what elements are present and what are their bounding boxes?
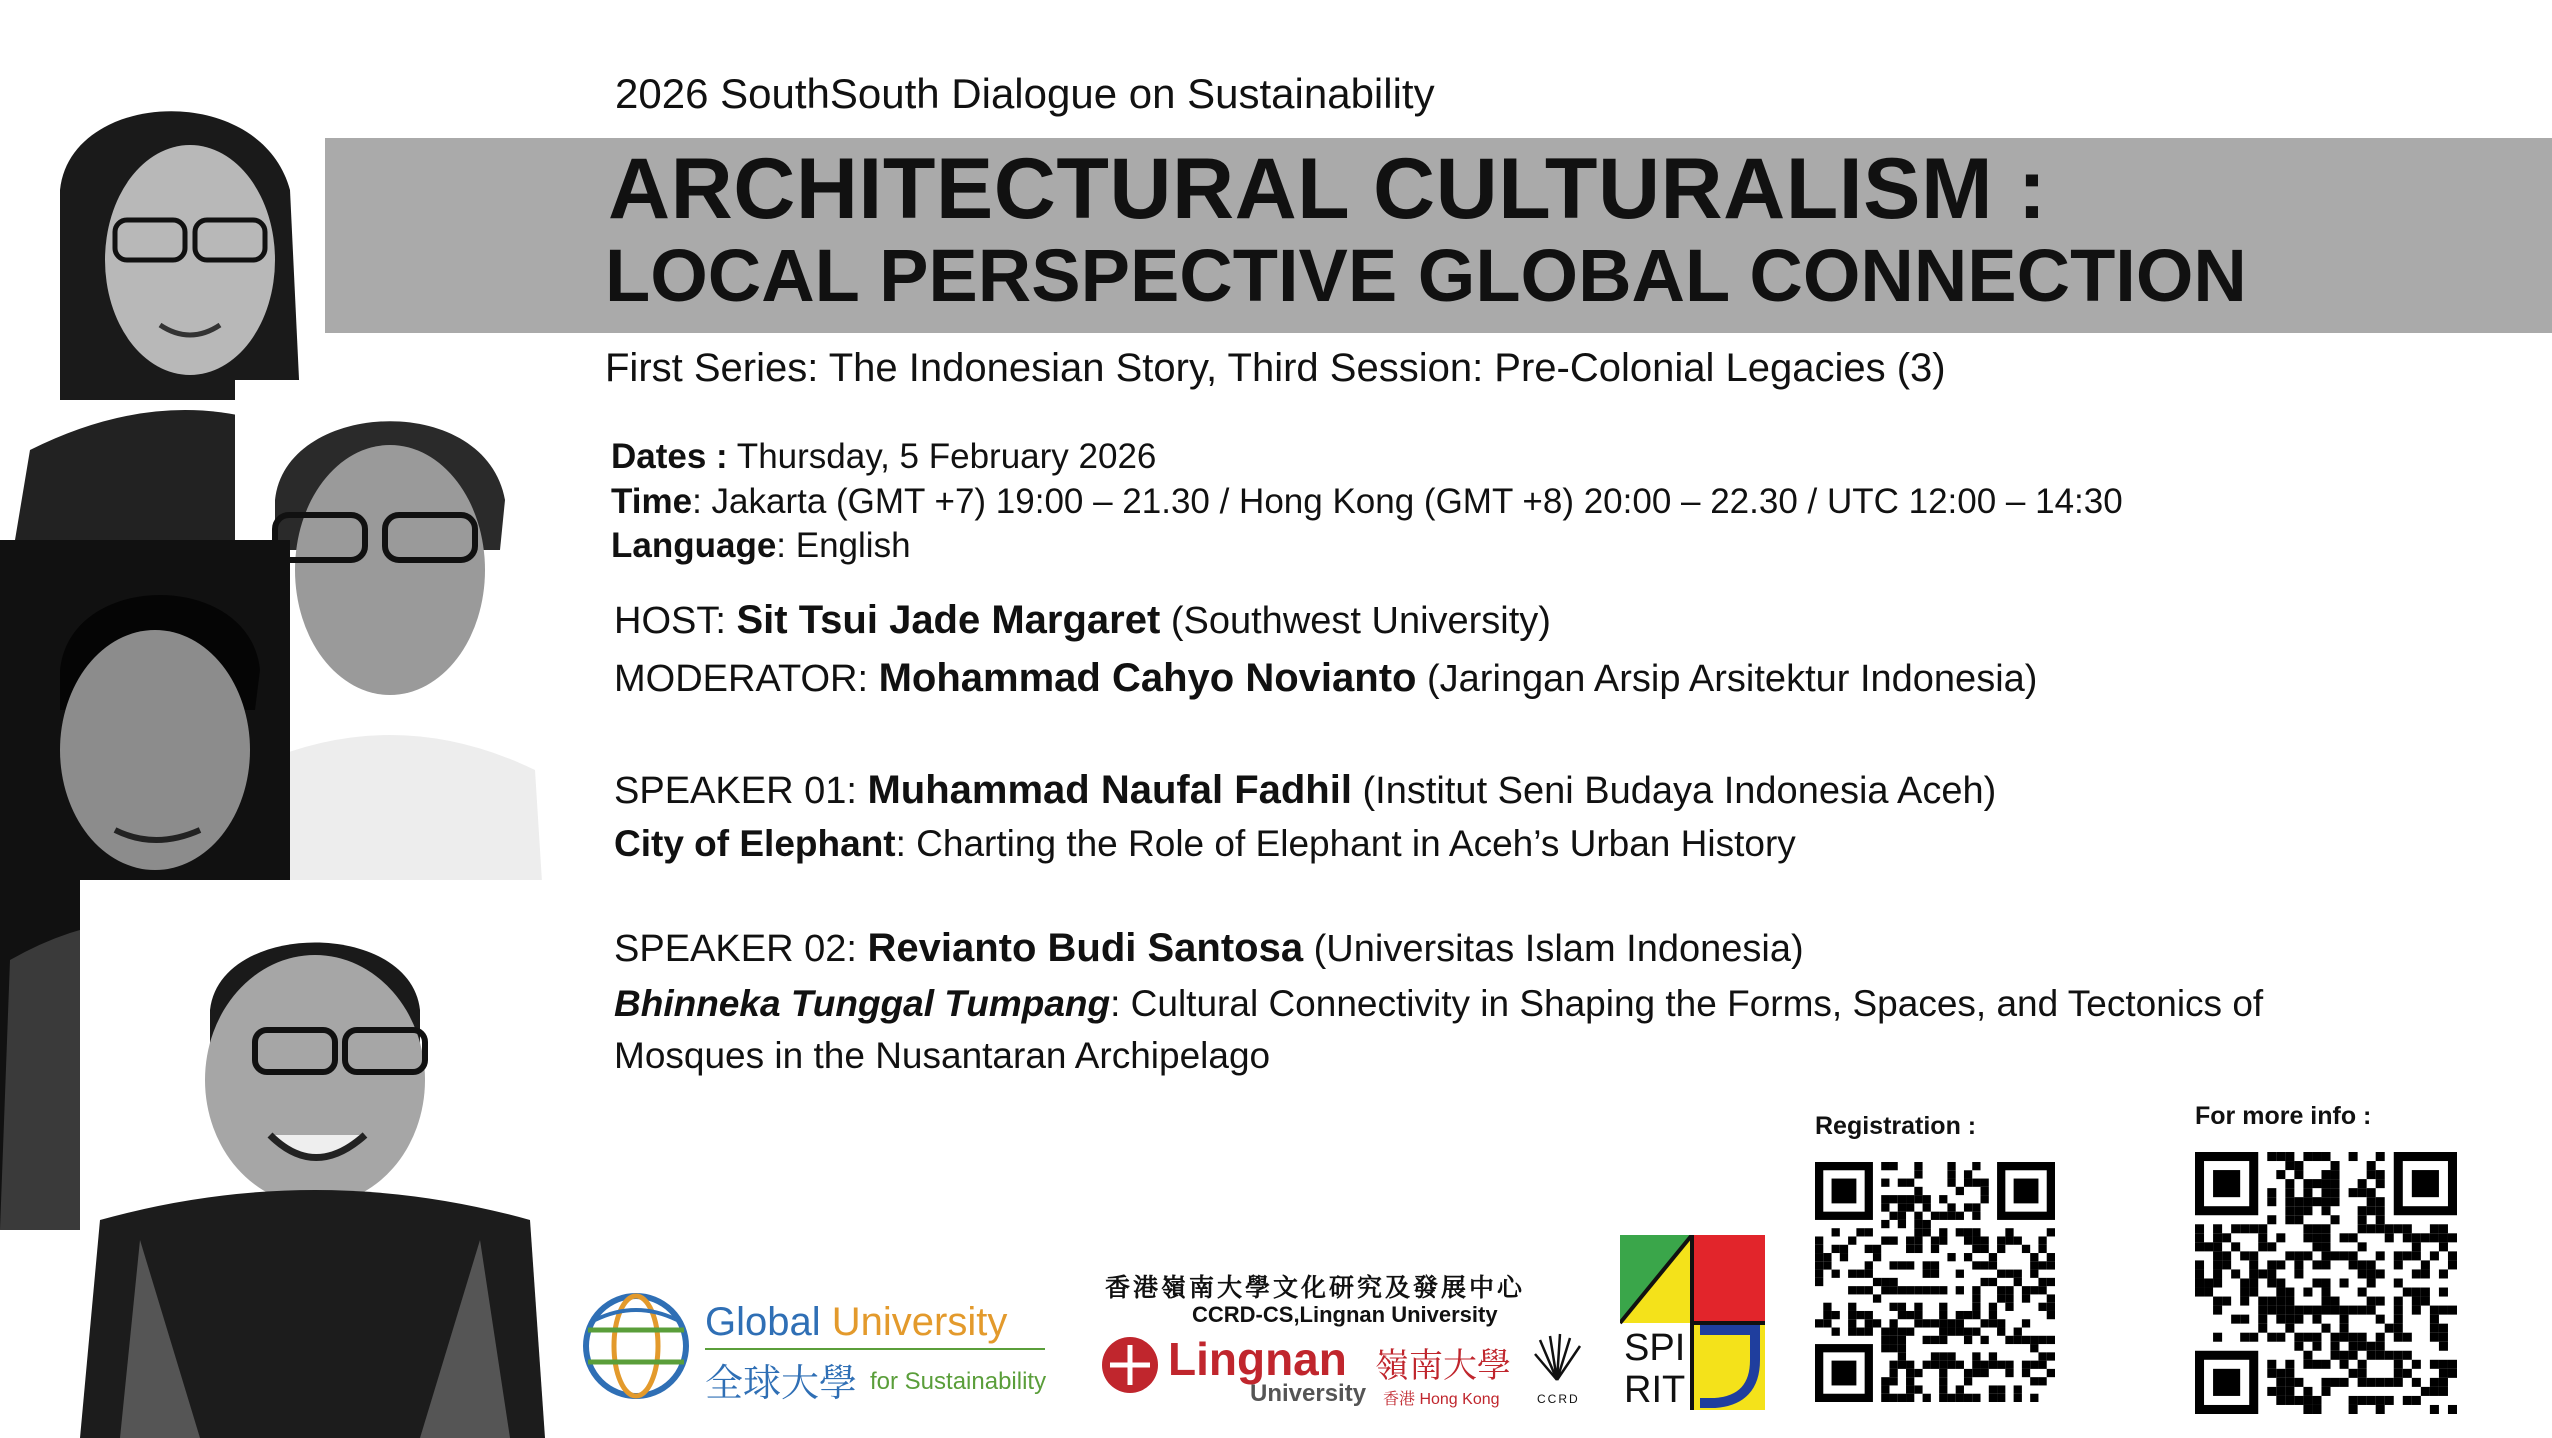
speaker2-affiliation: (Universitas Islam Indonesia): [1303, 928, 1804, 970]
speaker1-talk-rest: : Charting the Role of Elephant in Aceh’s Urban History: [895, 823, 1796, 864]
speaker2-talk-line1: [614, 983, 2263, 1025]
spirit-logo: [1620, 1235, 1765, 1410]
event-title-line2: LOCAL PERSPECTIVE GLOBAL CONNECTION: [605, 234, 2247, 317]
gu-global-word: Global: [705, 1300, 821, 1344]
speaker1-affiliation: (Institut Seni Budaya Indonesia Aceh): [1351, 770, 1997, 812]
ccrd-mark-text: CCRD: [1537, 1392, 1580, 1406]
language-value: : English: [776, 526, 911, 565]
registration-qr-code[interactable]: [1815, 1162, 2055, 1402]
lingnan-hong-kong: 香港 Hong Kong: [1383, 1391, 1500, 1408]
dates-line: [611, 437, 1156, 477]
host-line: [614, 598, 1551, 643]
time-line: [611, 482, 2123, 522]
speaker1-name: Muhammad Naufal Fadhil: [867, 768, 1352, 812]
speaker1-line: [614, 768, 1996, 813]
lingnan-chinese-name: 嶺南大學: [1375, 1347, 1511, 1385]
moderator-line: [614, 656, 2037, 701]
speaker2-line: [614, 926, 1804, 971]
more-info-qr-code[interactable]: [2195, 1152, 2457, 1414]
speaker2-talk-line2: Mosques in the Nusantaran Archipelago: [614, 1035, 1271, 1076]
ccrd-chinese-name: 香港嶺南大學文化研究及發展中心: [1105, 1274, 1526, 1302]
speaker1-role: SPEAKER 01:: [614, 770, 868, 812]
gu-subtitle: for Sustainability: [870, 1368, 1047, 1395]
global-university-logo: [580, 1290, 1060, 1405]
more-info-label: For more info :: [2195, 1102, 2372, 1130]
moderator-name: Mohammad Cahyo Novianto: [878, 656, 1417, 700]
dates-label: Dates :: [611, 437, 728, 476]
event-series-name: 2026 SouthSouth Dialogue on Sustainability: [615, 70, 1435, 117]
gu-university-word: University: [831, 1300, 1008, 1344]
moderator-role: MODERATOR:: [614, 658, 879, 700]
spirit-text-top: SPI: [1624, 1327, 1686, 1369]
moderator-affiliation: (Jaringan Arsip Arsitektur Indonesia): [1416, 658, 2038, 700]
lingnan-crest-icon: [1100, 1335, 1160, 1395]
gu-divider: [705, 1348, 1045, 1350]
speaker1-talk: [614, 823, 1796, 865]
time-value: : Jakarta (GMT +7) 19:00 – 21.30 / Hong Kong (GMT +8) 20:00 – 22.30 / UTC 12:00 – 14:30: [692, 482, 2123, 521]
time-label: Time: [611, 482, 693, 521]
spirit-text-bottom: RIT: [1624, 1369, 1686, 1411]
gu-chinese-name: 全球大學: [705, 1363, 858, 1405]
language-label: Language: [611, 526, 777, 565]
lingnan-university-word: University: [1250, 1380, 1367, 1407]
dates-value: Thursday, 5 February 2026: [727, 437, 1157, 476]
ccrd-english-name: CCRD-CS,Lingnan University: [1192, 1302, 1498, 1327]
session-subtitle: First Series: The Indonesian Story, Third Session: Pre-Colonial Legacies (3): [605, 346, 1946, 390]
speaker2-name: Revianto Budi Santosa: [867, 926, 1304, 970]
host-affiliation: (Southwest University): [1160, 600, 1551, 642]
speaker2-talk-rest: : Cultural Connectivity in Shaping the Forms, Spaces, and Tectonics of: [1110, 983, 2264, 1024]
event-title-line1: ARCHITECTURAL CULTURALISM :: [608, 141, 2047, 237]
speaker2-photo: [80, 880, 545, 1438]
host-role: HOST:: [614, 600, 737, 642]
lingnan-wordmark: Lingnan: [1168, 1333, 1347, 1385]
ccrd-mark-icon: [1530, 1330, 1585, 1385]
speaker1-talk-title: City of Elephant: [614, 823, 896, 864]
lingnan-ccrd-logo: [1100, 1268, 1590, 1418]
speaker2-talk-title: Bhinneka Tunggal Tumpang: [614, 983, 1111, 1024]
host-name: Sit Tsui Jade Margaret: [736, 598, 1161, 642]
globe-icon: [580, 1290, 692, 1402]
registration-label: Registration :: [1815, 1112, 1977, 1140]
speaker2-role: SPEAKER 02:: [614, 928, 868, 970]
language-line: [611, 526, 911, 566]
